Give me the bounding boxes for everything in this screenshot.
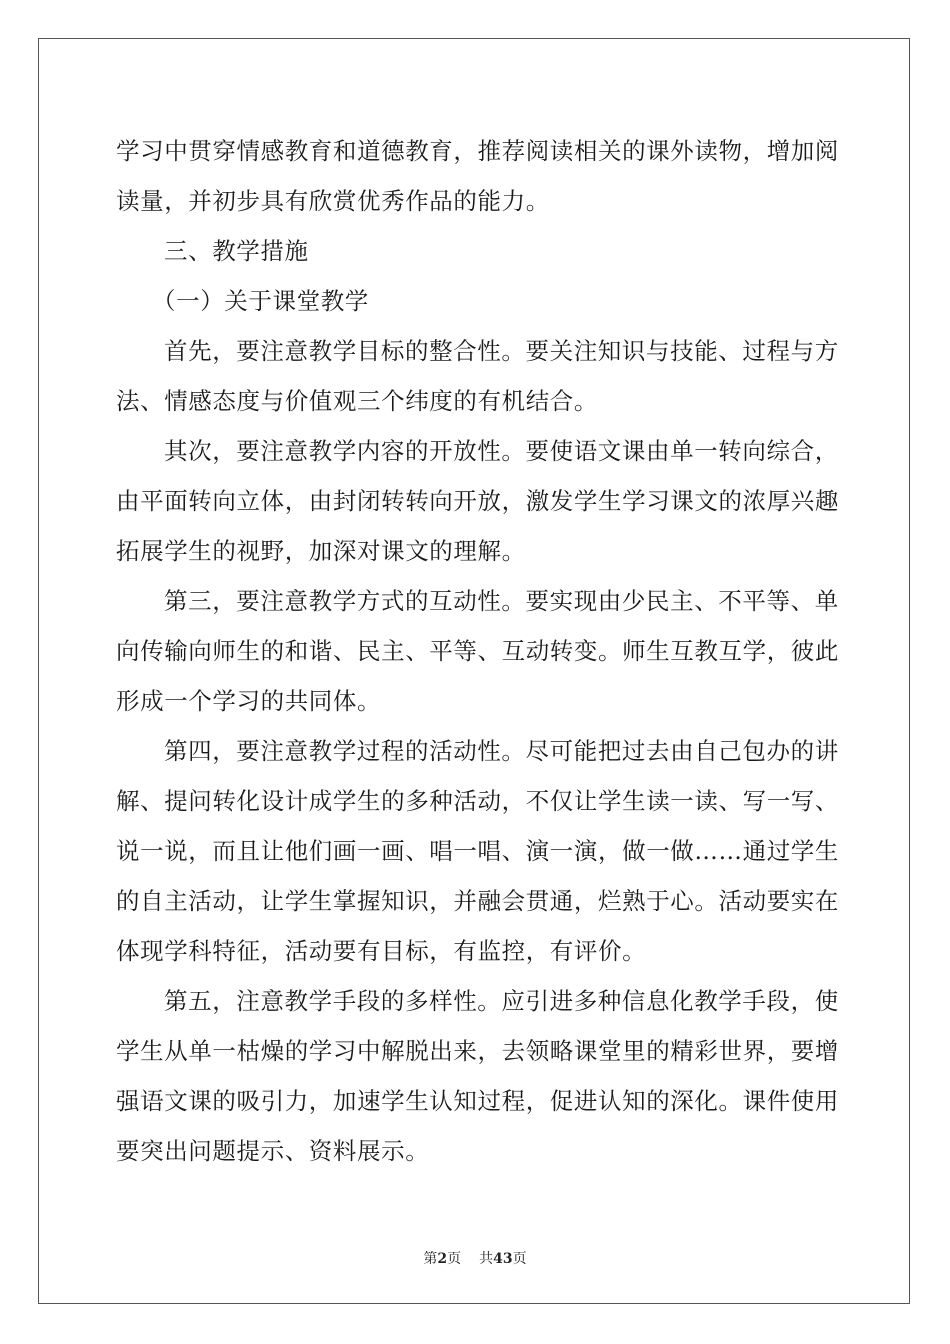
paragraph-line: 读量，并初步具有欣赏优秀作品的能力。	[116, 187, 550, 215]
paragraph-line: 学习中贯穿情感教育和道德教育，推荐阅读相关的课外读物，增加阅	[116, 137, 839, 165]
page-prefix: 第	[423, 1251, 438, 1267]
paragraph-line: 要突出问题提示、资料展示。	[116, 1137, 430, 1165]
page-footer	[0, 1248, 950, 1268]
paragraph-line: 向传输向师生的和谐、民主、平等、互动转变。师生互教互学，彼此	[116, 637, 839, 665]
subsection-heading: （一）关于课堂教学	[152, 287, 369, 315]
paragraph-line: 说一说，而且让他们画一画、唱一唱、演一演，做一做……通过学生	[116, 837, 839, 865]
paragraph-line: 学生从单一枯燥的学习中解脱出来，去领略课堂里的精彩世界，要增	[116, 1037, 839, 1065]
paragraph-line: 的自主活动，让学生掌握知识，并融会贯通，烂熟于心。活动要实在	[116, 887, 839, 915]
paragraph-line: 法、情感态度与价值观三个纬度的有机结合。	[116, 387, 598, 415]
document-body	[116, 126, 839, 1176]
paragraph-line: 体现学科特征，活动要有目标，有监控，有评价。	[116, 937, 647, 965]
paragraph-line: 解、提问转化设计成学生的多种活动，不仅让学生读一读、写一写、	[116, 787, 839, 815]
paragraph-line: 其次，要注意教学内容的开放性。要使语文课由单一转向综合，	[164, 437, 839, 465]
page-suffix: 页	[447, 1251, 462, 1267]
page-number: 2	[437, 1251, 448, 1267]
paragraph-line: 第三，要注意教学方式的互动性。要实现由少民主、不平等、单	[164, 587, 839, 615]
total-pages: 43	[493, 1251, 513, 1267]
paragraph-line: 第五，注意教学手段的多样性。应引进多种信息化教学手段，使	[164, 987, 839, 1015]
paragraph-line: 强语文课的吸引力，加速学生认知过程，促进认知的深化。课件使用	[116, 1087, 839, 1115]
paragraph-line: 拓展学生的视野，加深对课文的理解。	[116, 537, 526, 565]
total-suffix: 页	[512, 1251, 527, 1267]
paragraph-line: 由平面转向立体，由封闭转转向开放，激发学生学习课文的浓厚兴趣	[116, 487, 839, 515]
total-prefix: 共	[479, 1251, 494, 1267]
paragraph-line: 形成一个学习的共同体。	[116, 687, 382, 715]
section-heading: 三、教学措施	[164, 237, 309, 265]
paragraph-line: 首先，要注意教学目标的整合性。要关注知识与技能、过程与方	[164, 337, 839, 365]
paragraph-line: 第四，要注意教学过程的活动性。尽可能把过去由自己包办的讲	[164, 737, 839, 765]
